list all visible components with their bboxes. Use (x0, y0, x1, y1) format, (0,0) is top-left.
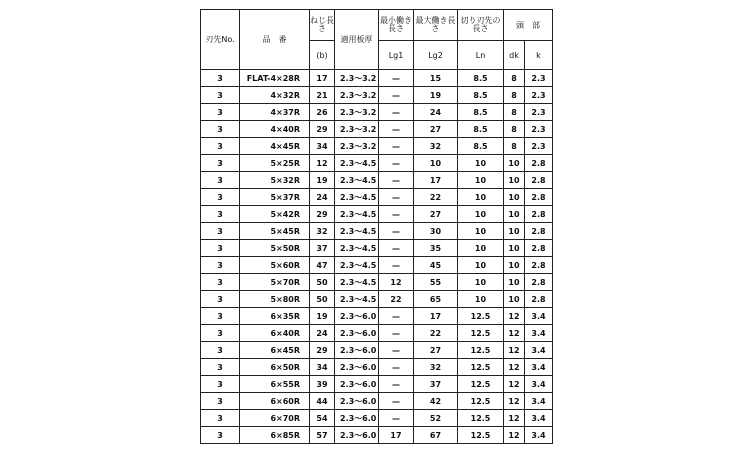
cell-lg2: 42 (414, 393, 458, 410)
cell-dk: 12 (504, 342, 525, 359)
cell-lg2: 35 (414, 240, 458, 257)
cell-ln: 10 (458, 172, 504, 189)
cell-product: 5×32R (240, 172, 310, 189)
cell-thread-length: 24 (310, 325, 335, 342)
cell-k: 2.8 (525, 274, 553, 291)
header-max-work-length: 最大働き長さ (414, 10, 458, 41)
cell-thread-length: 24 (310, 189, 335, 206)
cell-dk: 12 (504, 393, 525, 410)
cell-lg2: 37 (414, 376, 458, 393)
cell-dk: 12 (504, 359, 525, 376)
cell-k: 3.4 (525, 342, 553, 359)
cell-product: 5×50R (240, 240, 310, 257)
cell-thread-length: 29 (310, 121, 335, 138)
cell-lg1: — (379, 376, 414, 393)
table-row (201, 172, 553, 189)
cell-product: 4×45R (240, 138, 310, 155)
cell-tip-no: 3 (201, 87, 240, 104)
cell-plate-thickness: 2.3〜6.0 (335, 376, 379, 393)
cell-ln: 12.5 (458, 308, 504, 325)
cell-k: 2.8 (525, 291, 553, 308)
cell-dk: 8 (504, 121, 525, 138)
cell-thread-length: 39 (310, 376, 335, 393)
spec-table (200, 9, 553, 444)
cell-thread-length: 54 (310, 410, 335, 427)
cell-ln: 12.5 (458, 410, 504, 427)
cell-tip-no: 3 (201, 189, 240, 206)
table-row (201, 87, 553, 104)
header-cut-tip-length: 切り刃先の長さ (458, 10, 504, 41)
cell-lg2: 15 (414, 70, 458, 87)
cell-lg2: 30 (414, 223, 458, 240)
cell-plate-thickness: 2.3〜4.5 (335, 155, 379, 172)
cell-tip-no: 3 (201, 427, 240, 444)
table-row (201, 257, 553, 274)
cell-tip-no: 3 (201, 325, 240, 342)
cell-tip-no: 3 (201, 410, 240, 427)
cell-dk: 10 (504, 274, 525, 291)
table-row (201, 393, 553, 410)
table-row (201, 342, 553, 359)
cell-product: 5×42R (240, 206, 310, 223)
cell-plate-thickness: 2.3〜3.2 (335, 104, 379, 121)
table-row (201, 223, 553, 240)
cell-k: 3.4 (525, 308, 553, 325)
cell-dk: 8 (504, 104, 525, 121)
cell-k: 2.8 (525, 240, 553, 257)
cell-lg2: 22 (414, 325, 458, 342)
cell-lg2: 19 (414, 87, 458, 104)
cell-ln: 8.5 (458, 121, 504, 138)
cell-thread-length: 57 (310, 427, 335, 444)
cell-ln: 12.5 (458, 325, 504, 342)
cell-product: 6×55R (240, 376, 310, 393)
cell-lg2: 55 (414, 274, 458, 291)
cell-lg1: — (379, 342, 414, 359)
cell-thread-length: 26 (310, 104, 335, 121)
cell-thread-length: 17 (310, 70, 335, 87)
cell-lg1: — (379, 257, 414, 274)
cell-ln: 12.5 (458, 342, 504, 359)
header-b: (b) (310, 41, 335, 70)
cell-lg1: — (379, 393, 414, 410)
cell-plate-thickness: 2.3〜6.0 (335, 342, 379, 359)
cell-lg2: 65 (414, 291, 458, 308)
cell-tip-no: 3 (201, 223, 240, 240)
cell-tip-no: 3 (201, 257, 240, 274)
cell-product: 6×40R (240, 325, 310, 342)
cell-product: 5×37R (240, 189, 310, 206)
cell-plate-thickness: 2.3〜3.2 (335, 70, 379, 87)
cell-lg2: 45 (414, 257, 458, 274)
cell-tip-no: 3 (201, 359, 240, 376)
cell-plate-thickness: 2.3〜4.5 (335, 172, 379, 189)
cell-product: 6×70R (240, 410, 310, 427)
cell-ln: 10 (458, 155, 504, 172)
cell-dk: 12 (504, 308, 525, 325)
cell-lg1: — (379, 359, 414, 376)
cell-lg2: 17 (414, 172, 458, 189)
cell-lg1: — (379, 104, 414, 121)
cell-lg1: 17 (379, 427, 414, 444)
cell-plate-thickness: 2.3〜4.5 (335, 206, 379, 223)
cell-tip-no: 3 (201, 291, 240, 308)
cell-ln: 12.5 (458, 393, 504, 410)
cell-product: 5×60R (240, 257, 310, 274)
cell-lg1: 12 (379, 274, 414, 291)
cell-thread-length: 44 (310, 393, 335, 410)
header-lg1: Lg1 (379, 41, 414, 70)
cell-k: 2.3 (525, 138, 553, 155)
cell-lg1: — (379, 121, 414, 138)
cell-k: 2.3 (525, 87, 553, 104)
cell-product: 6×50R (240, 359, 310, 376)
cell-ln: 10 (458, 291, 504, 308)
cell-lg1: — (379, 325, 414, 342)
cell-dk: 8 (504, 87, 525, 104)
table-row (201, 189, 553, 206)
cell-product: 6×45R (240, 342, 310, 359)
cell-ln: 10 (458, 206, 504, 223)
table-row (201, 70, 553, 87)
cell-lg1: — (379, 155, 414, 172)
cell-dk: 12 (504, 410, 525, 427)
cell-product: 5×45R (240, 223, 310, 240)
cell-thread-length: 19 (310, 172, 335, 189)
cell-lg2: 27 (414, 206, 458, 223)
cell-lg1: — (379, 87, 414, 104)
cell-thread-length: 19 (310, 308, 335, 325)
cell-tip-no: 3 (201, 70, 240, 87)
table-row (201, 155, 553, 172)
cell-k: 3.4 (525, 410, 553, 427)
cell-dk: 12 (504, 427, 525, 444)
cell-thread-length: 21 (310, 87, 335, 104)
cell-plate-thickness: 2.3〜4.5 (335, 223, 379, 240)
cell-k: 3.4 (525, 359, 553, 376)
cell-plate-thickness: 2.3〜4.5 (335, 189, 379, 206)
cell-dk: 10 (504, 206, 525, 223)
header-product: 品 番 (240, 10, 310, 70)
cell-product: 4×32R (240, 87, 310, 104)
cell-product: 6×85R (240, 427, 310, 444)
cell-lg1: — (379, 206, 414, 223)
cell-plate-thickness: 2.3〜4.5 (335, 274, 379, 291)
cell-dk: 10 (504, 257, 525, 274)
cell-k: 2.8 (525, 206, 553, 223)
cell-plate-thickness: 2.3〜4.5 (335, 240, 379, 257)
cell-product: 4×40R (240, 121, 310, 138)
cell-lg1: — (379, 410, 414, 427)
cell-thread-length: 50 (310, 274, 335, 291)
table-row (201, 206, 553, 223)
table-row (201, 104, 553, 121)
cell-thread-length: 29 (310, 206, 335, 223)
cell-lg2: 52 (414, 410, 458, 427)
cell-lg1: — (379, 308, 414, 325)
cell-tip-no: 3 (201, 274, 240, 291)
cell-dk: 10 (504, 172, 525, 189)
cell-dk: 10 (504, 240, 525, 257)
cell-product: 4×37R (240, 104, 310, 121)
cell-tip-no: 3 (201, 393, 240, 410)
cell-ln: 10 (458, 240, 504, 257)
cell-ln: 10 (458, 257, 504, 274)
cell-ln: 12.5 (458, 427, 504, 444)
table-body (201, 70, 553, 444)
cell-lg1: 22 (379, 291, 414, 308)
header-min-work-length: 最小働き長さ (379, 10, 414, 41)
cell-thread-length: 37 (310, 240, 335, 257)
table-row (201, 121, 553, 138)
table-row (201, 410, 553, 427)
cell-plate-thickness: 2.3〜6.0 (335, 308, 379, 325)
cell-product: 5×70R (240, 274, 310, 291)
cell-plate-thickness: 2.3〜3.2 (335, 138, 379, 155)
cell-lg2: 22 (414, 189, 458, 206)
cell-lg2: 32 (414, 138, 458, 155)
cell-product: 6×60R (240, 393, 310, 410)
cell-plate-thickness: 2.3〜6.0 (335, 325, 379, 342)
cell-k: 2.8 (525, 257, 553, 274)
cell-k: 3.4 (525, 325, 553, 342)
cell-thread-length: 32 (310, 223, 335, 240)
cell-product: FLAT-4×28R (240, 70, 310, 87)
header-thread-length: ねじ長さ (310, 10, 335, 41)
header-k: k (525, 41, 553, 70)
cell-lg2: 24 (414, 104, 458, 121)
cell-plate-thickness: 2.3〜4.5 (335, 257, 379, 274)
cell-k: 2.8 (525, 189, 553, 206)
cell-tip-no: 3 (201, 138, 240, 155)
cell-tip-no: 3 (201, 104, 240, 121)
header-plate-thickness: 適用板厚 (335, 10, 379, 70)
cell-lg2: 67 (414, 427, 458, 444)
cell-tip-no: 3 (201, 155, 240, 172)
table-row (201, 427, 553, 444)
cell-ln: 8.5 (458, 87, 504, 104)
cell-dk: 12 (504, 376, 525, 393)
cell-product: 5×25R (240, 155, 310, 172)
table-row (201, 308, 553, 325)
table-row (201, 291, 553, 308)
cell-k: 2.8 (525, 155, 553, 172)
cell-ln: 8.5 (458, 138, 504, 155)
cell-thread-length: 34 (310, 359, 335, 376)
cell-tip-no: 3 (201, 121, 240, 138)
table-row (201, 325, 553, 342)
cell-tip-no: 3 (201, 376, 240, 393)
cell-thread-length: 12 (310, 155, 335, 172)
cell-k: 3.4 (525, 376, 553, 393)
cell-ln: 12.5 (458, 376, 504, 393)
cell-plate-thickness: 2.3〜6.0 (335, 410, 379, 427)
cell-k: 2.3 (525, 121, 553, 138)
cell-lg1: — (379, 70, 414, 87)
cell-lg1: — (379, 240, 414, 257)
cell-thread-length: 34 (310, 138, 335, 155)
cell-plate-thickness: 2.3〜3.2 (335, 87, 379, 104)
cell-lg1: — (379, 223, 414, 240)
cell-dk: 8 (504, 70, 525, 87)
cell-dk: 8 (504, 138, 525, 155)
cell-dk: 10 (504, 155, 525, 172)
cell-k: 3.4 (525, 393, 553, 410)
cell-plate-thickness: 2.3〜6.0 (335, 393, 379, 410)
cell-plate-thickness: 2.3〜3.2 (335, 121, 379, 138)
cell-thread-length: 47 (310, 257, 335, 274)
cell-k: 2.8 (525, 172, 553, 189)
header-lg2: Lg2 (414, 41, 458, 70)
cell-dk: 10 (504, 223, 525, 240)
cell-plate-thickness: 2.3〜6.0 (335, 427, 379, 444)
cell-lg1: — (379, 138, 414, 155)
cell-k: 2.3 (525, 104, 553, 121)
cell-ln: 12.5 (458, 359, 504, 376)
header-dk: dk (504, 41, 525, 70)
cell-plate-thickness: 2.3〜6.0 (335, 359, 379, 376)
table-row (201, 240, 553, 257)
cell-tip-no: 3 (201, 240, 240, 257)
cell-tip-no: 3 (201, 308, 240, 325)
cell-k: 2.3 (525, 70, 553, 87)
cell-tip-no: 3 (201, 172, 240, 189)
cell-thread-length: 50 (310, 291, 335, 308)
cell-product: 5×80R (240, 291, 310, 308)
cell-dk: 12 (504, 325, 525, 342)
cell-dk: 10 (504, 189, 525, 206)
cell-product: 6×35R (240, 308, 310, 325)
table-row (201, 376, 553, 393)
cell-lg2: 27 (414, 121, 458, 138)
cell-lg2: 27 (414, 342, 458, 359)
cell-ln: 8.5 (458, 70, 504, 87)
header-head: 頭 部 (504, 10, 553, 41)
cell-dk: 10 (504, 291, 525, 308)
header-tip-no: 刃先No. (201, 10, 240, 70)
cell-lg1: — (379, 189, 414, 206)
cell-ln: 10 (458, 189, 504, 206)
cell-tip-no: 3 (201, 206, 240, 223)
cell-tip-no: 3 (201, 342, 240, 359)
cell-ln: 8.5 (458, 104, 504, 121)
cell-lg2: 17 (414, 308, 458, 325)
cell-plate-thickness: 2.3〜4.5 (335, 291, 379, 308)
cell-thread-length: 29 (310, 342, 335, 359)
table-row (201, 359, 553, 376)
cell-lg1: — (379, 172, 414, 189)
cell-ln: 10 (458, 274, 504, 291)
header-ln: Ln (458, 41, 504, 70)
cell-ln: 10 (458, 223, 504, 240)
cell-lg2: 32 (414, 359, 458, 376)
table-row (201, 274, 553, 291)
cell-k: 2.8 (525, 223, 553, 240)
cell-k: 3.4 (525, 427, 553, 444)
cell-lg2: 10 (414, 155, 458, 172)
table-header (201, 10, 553, 70)
table-row (201, 138, 553, 155)
